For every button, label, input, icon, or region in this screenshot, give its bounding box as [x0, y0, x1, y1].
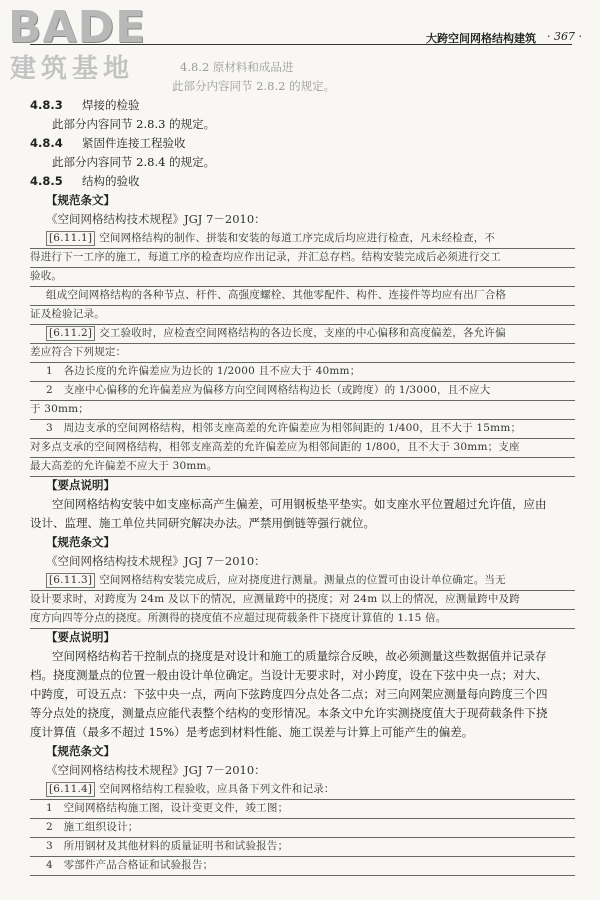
standard-citation: 《空间网格结构技术规程》JGJ 7－2010： — [46, 763, 266, 777]
clause-line: 3 所用钢材及其他材料的质量证明书和试验报告； — [30, 837, 575, 856]
clause-line: 4 零部件产品合格证和试验报告； — [30, 856, 575, 875]
section-heading: 4.8.4 紧固件连接工程验收 — [30, 136, 186, 150]
spec-label: 【规范条文】 — [46, 744, 115, 758]
standard-citation: 《空间网格结构技术规程》JGJ 7－2010： — [46, 554, 266, 568]
clause-tag: [6.11.2] — [46, 326, 95, 341]
note-line: 空间网格结构若干控制点的挠度是对设计和施工的质量综合反映，故必须测量这些数据值并记录存 — [52, 649, 547, 663]
section-heading: 4.8.5 结构的验收 — [30, 174, 140, 188]
partial-heading: 4.8.2 原材料和成品进 — [180, 60, 294, 74]
clause-line: 于 30mm； — [30, 400, 575, 419]
clause-tag: [6.11.3] — [46, 573, 95, 588]
note-label: 【要点说明】 — [46, 630, 115, 644]
clause-line: 3 周边支承的空间网格结构，相邻支座高差的允许偏差应为相邻间距的 1/400，且不大于 15mm； — [30, 419, 575, 438]
note-line: 设计、监理、施工单位共同研究解决办法。严禁用倒链等强行就位。 — [30, 516, 375, 530]
note-line: 等分点处的挠度，测量点应能代表整个结构的变形情况。本条文中允许实测挠度值大于现荷载条件下挠 — [30, 706, 548, 720]
watermark-logo: BADE — [8, 2, 147, 53]
clause-line: 得进行下一工序的施工，每道工序的检查均应作出记录，并汇总存档。结构安装完成后必须进行交工 — [30, 248, 575, 267]
clause-line: [6.11.3] 空间网格结构安装完成后，应对挠度进行测量。测量点的位置可由设计单位确定。当无 — [30, 571, 575, 590]
clause-line: 度方向四等分点的挠度。所测得的挠度值不应超过现荷载条件下挠度计算值的 1.15 倍。 — [30, 609, 575, 628]
clause-line: 1 各边长度的允许偏差应为边长的 1/2000 且不应大于 40mm； — [30, 362, 575, 381]
clause-line: 设计要求时，对跨度为 24m 及以下的情况，应测量跨中的挠度；对 24m 以上的情况，应测量跨中及跨 — [30, 590, 575, 609]
section-body: 此部分内容同节 2.8.4 的规定。 — [52, 155, 216, 169]
note-line: 度计算值（最多不超过 15%）是考虑到材料性能、施工误差与计算上可能产生的偏差。 — [30, 725, 474, 739]
clause-line: 差应符合下列规定： — [30, 343, 575, 362]
clause-line: [6.11.4] 空间网格结构工程验收，应具备下列文件和记录： — [30, 780, 575, 799]
note-line: 档。挠度测量点的位置一般由设计单位确定。当设计无要求时，对小跨度，设在下弦中央一点；对大、 — [30, 668, 548, 682]
clause-line: 2 施工组织设计； — [30, 818, 575, 837]
clause-line: 对多点支承的空间网格结构，相邻支座高差的允许偏差应为相邻间距的 1/800，且不大于 30mm；支座 — [30, 438, 575, 457]
note-line: 空间网格结构安装中如支座标高产生偏差，可用钢板垫平垫实。如支座水平位置超过允许值，应由 — [52, 497, 547, 511]
section-body: 此部分内容同节 2.8.3 的规定。 — [52, 117, 216, 131]
note-line: 中跨度，可设五点：下弦中央一点，两向下弦跨度四分点处各二点；对三向网架应测量每向跨度三个四 — [30, 687, 548, 701]
clause-line: 最大高差的允许偏差不应大于 30mm。 — [30, 457, 575, 476]
clause-line: 组成空间网格结构的各种节点、杆件、高强度螺栓、其他零配件、构件、连接件等均应有出厂合格 — [30, 286, 575, 305]
clause-line: 1 空间网格结构施工图，设计变更文件，竣工图； — [30, 799, 575, 818]
standard-citation: 《空间网格结构技术规程》JGJ 7－2010： — [46, 212, 266, 226]
spec-label: 【规范条文】 — [46, 535, 115, 549]
page-content — [30, 58, 575, 875]
clause-line: 验收。 — [30, 267, 575, 286]
clause-line: 2 支座中心偏移的允许偏差应为偏移方向空间网格结构边长（或跨度）的 1/3000，且不应大 — [30, 381, 575, 400]
note-label: 【要点说明】 — [46, 478, 115, 492]
clause-line: [6.11.2] 交工验收时，应检查空间网格结构的各边长度，支座的中心偏移和高度偏差，各允许偏 — [30, 324, 575, 343]
clause-line: 证及检验记录。 — [30, 305, 575, 324]
clause-line: [6.11.1] 空间网格结构的制作、拼装和安装的每道工序完成后均应进行检查，凡未经检查，不 — [30, 229, 575, 248]
page-header — [0, 0, 600, 53]
clause-tag: [6.11.4] — [46, 782, 95, 797]
clause-tag: [6.11.1] — [46, 231, 95, 246]
partial-body: 此部分内容同节 2.8.2 的规定。 — [172, 79, 336, 93]
section-heading: 4.8.3 焊接的检验 — [30, 98, 140, 112]
watermark-chinese: 建筑基地 — [10, 54, 135, 84]
running-title: 大跨空间网格结构建筑 — [426, 32, 536, 45]
spec-label: 【规范条文】 — [46, 193, 115, 207]
page-number: · 367 · — [547, 30, 582, 43]
header-rule — [30, 44, 572, 45]
